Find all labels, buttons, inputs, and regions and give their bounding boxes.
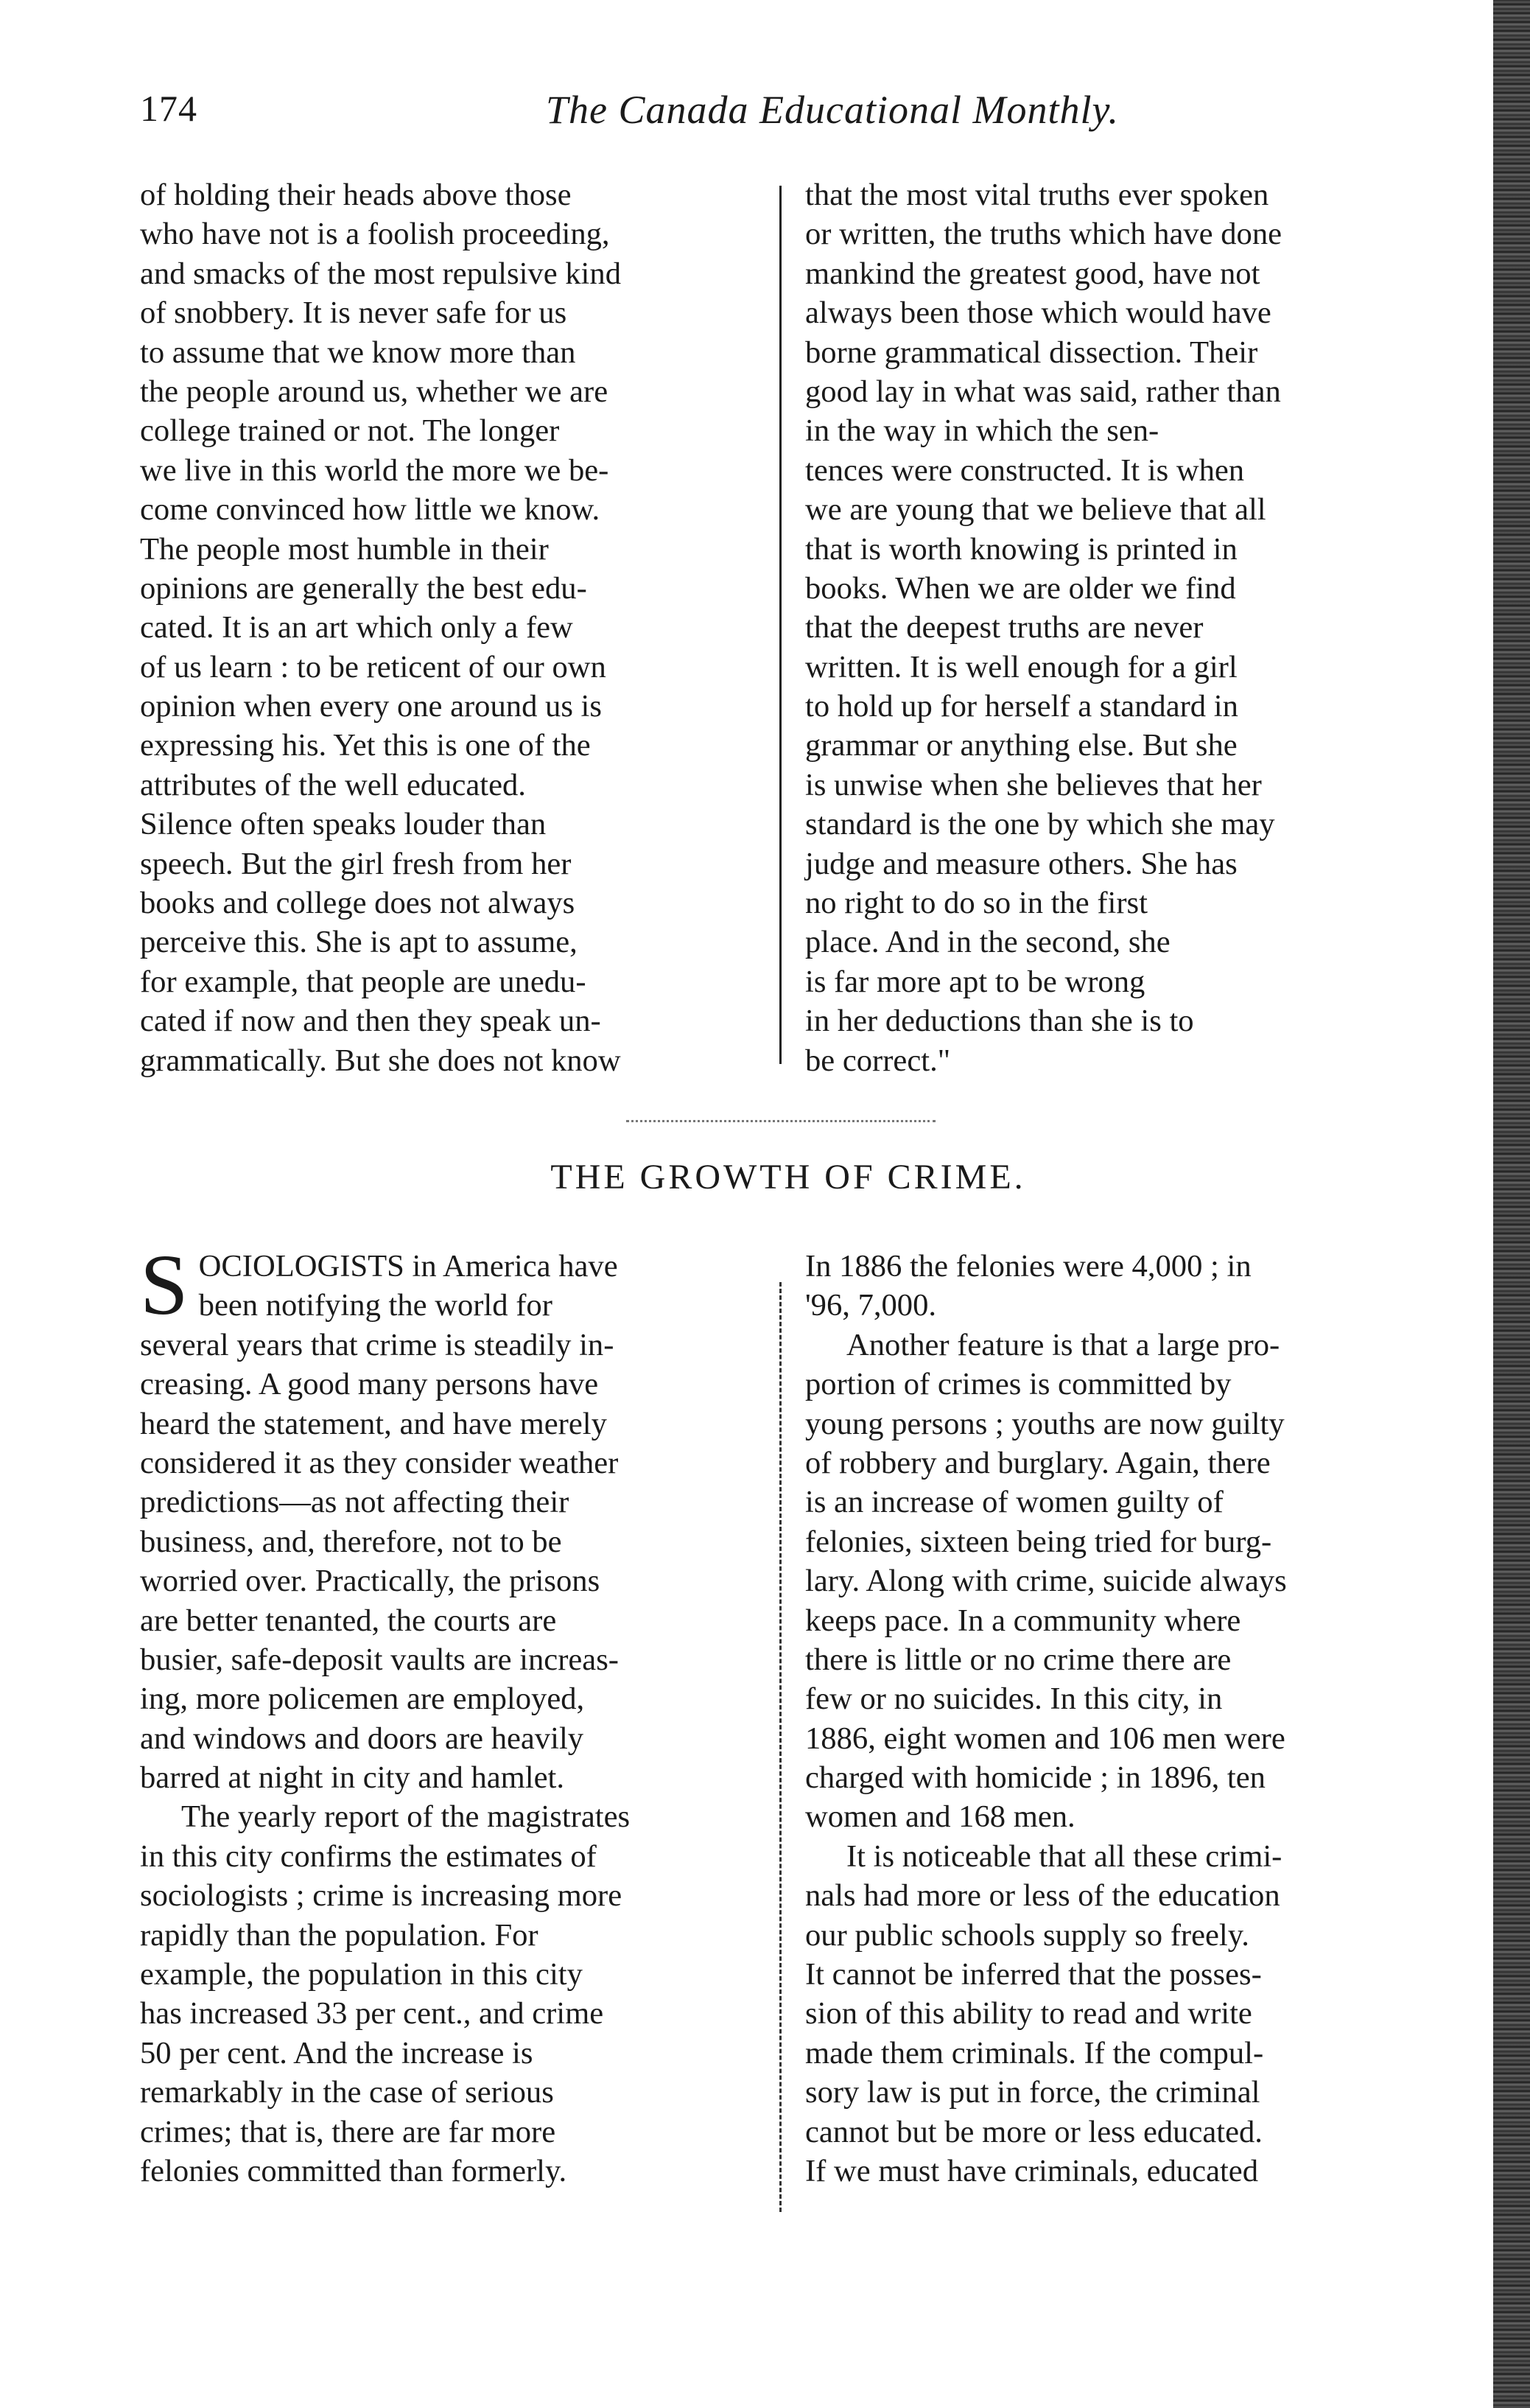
text-line: made them criminals. If the compul- bbox=[805, 2035, 1264, 2071]
text-line: Another feature is that a large pro- bbox=[846, 1327, 1280, 1362]
text-line: It cannot be inferred that the posses- bbox=[805, 1957, 1262, 1992]
text-line: of holding their heads above those bbox=[140, 178, 572, 212]
text-line: mankind the greatest good, have not bbox=[805, 256, 1260, 291]
bottom-right-column bbox=[805, 1247, 1439, 2191]
text-line: of robbery and burglary. Again, there bbox=[805, 1445, 1271, 1480]
text-line: felonies committed than formerly. bbox=[140, 2153, 567, 2188]
page-number: 174 bbox=[140, 88, 197, 129]
text-line: example, the population in this city bbox=[140, 1957, 583, 1992]
text-line: barred at night in city and hamlet. bbox=[140, 1760, 565, 1796]
text-line: we live in this world the more we be- bbox=[140, 452, 609, 488]
text-line: felonies, sixteen being tried for burg- bbox=[805, 1524, 1272, 1559]
section-title: THE GROWTH OF CRIME. bbox=[550, 1158, 1026, 1197]
text-line: cated if now and then they speak un- bbox=[140, 1004, 601, 1039]
text-line: OCIOLOGISTS in America have bbox=[198, 1249, 618, 1284]
text-line: in her deductions than she is to bbox=[805, 1004, 1194, 1039]
text-line: ing, more policemen are employed, bbox=[140, 1681, 585, 1717]
text-line: heard the statement, and have merely bbox=[140, 1406, 607, 1441]
text-line: 1886, eight women and 106 men were bbox=[805, 1721, 1285, 1756]
text-line: sion of this ability to read and write bbox=[805, 1996, 1252, 2031]
text-line: that the deepest truths are never bbox=[805, 610, 1204, 645]
text-line: business, and, therefore, not to be bbox=[140, 1524, 562, 1559]
page-header bbox=[140, 87, 1436, 146]
text-line: It is noticeable that all these crimi- bbox=[846, 1838, 1282, 1874]
text-line: who have not is a foolish proceeding, bbox=[140, 217, 610, 252]
text-line: '96, 7,000. bbox=[805, 1288, 937, 1323]
top-left-column bbox=[140, 175, 773, 1080]
text-line: is an increase of women guilty of bbox=[805, 1485, 1224, 1520]
text-line: of snobbery. It is never safe for us bbox=[140, 295, 567, 331]
text-line: charged with homicide ; in 1896, ten bbox=[805, 1760, 1266, 1796]
text-line: tences were constructed. It is when bbox=[805, 452, 1245, 488]
text-line: to assume that we know more than bbox=[140, 335, 576, 370]
text-line: come convinced how little we know. bbox=[140, 492, 600, 528]
text-line: judge and measure others. She has bbox=[805, 846, 1238, 881]
text-line: good lay in what was said, rather than bbox=[805, 374, 1281, 409]
text-line: predictions—as not affecting their bbox=[140, 1485, 569, 1520]
text-line: several years that crime is steadily in- bbox=[140, 1327, 614, 1362]
text-line: that the most vital truths ever spoken bbox=[805, 178, 1269, 212]
text-line: nals had more or less of the education bbox=[805, 1878, 1280, 1914]
text-line: portion of crimes is committed by bbox=[805, 1367, 1232, 1402]
text-line: few or no suicides. In this city, in bbox=[805, 1681, 1223, 1717]
text-line: cannot but be more or less educated. bbox=[805, 2114, 1263, 2149]
text-line: opinion when every one around us is bbox=[140, 689, 602, 724]
text-line: to hold up for herself a standard in bbox=[805, 689, 1238, 724]
text-line: Silence often speaks louder than bbox=[140, 807, 547, 842]
text-line: has increased 33 per cent., and crime bbox=[140, 1996, 604, 2031]
bottom-left-column bbox=[140, 1236, 773, 2191]
text-line: or written, the truths which have done bbox=[805, 217, 1282, 252]
text-line: busier, safe-deposit vaults are increas- bbox=[140, 1642, 619, 1677]
text-line: remarkably in the case of serious bbox=[140, 2075, 554, 2110]
text-line: perceive this. She is apt to assume, bbox=[140, 925, 578, 960]
text-line: speech. But the girl fresh from her bbox=[140, 846, 572, 881]
text-line: place. And in the second, she bbox=[805, 925, 1171, 960]
text-line: and smacks of the most repulsive kind bbox=[140, 256, 621, 291]
text-line: is far more apt to be wrong bbox=[805, 964, 1145, 999]
text-line: young persons ; youths are now guilty bbox=[805, 1406, 1285, 1441]
text-line: and windows and doors are heavily bbox=[140, 1721, 584, 1756]
text-line: sory law is put in force, the criminal bbox=[805, 2075, 1260, 2110]
column-rule-top bbox=[779, 186, 782, 1064]
text-line: If we must have criminals, educated bbox=[805, 2153, 1259, 2188]
text-line: worried over. Practically, the prisons bbox=[140, 1564, 600, 1599]
text-line: grammatically. But she does not know bbox=[140, 1043, 621, 1078]
text-line: lary. Along with crime, suicide always bbox=[805, 1564, 1287, 1599]
text-line: the people around us, whether we are bbox=[140, 374, 608, 409]
text-line: books and college does not always bbox=[140, 886, 575, 921]
text-line: considered it as they consider weather bbox=[140, 1445, 619, 1480]
text-line: is unwise when she believes that her bbox=[805, 767, 1262, 802]
text-line: keeps pace. In a community where bbox=[805, 1603, 1241, 1638]
text-line: we are young that we believe that all bbox=[805, 492, 1266, 528]
text-line: of us learn : to be reticent of our own bbox=[140, 649, 606, 685]
text-line: college trained or not. The longer bbox=[140, 413, 560, 449]
text-line: The yearly report of the magistrates bbox=[181, 1799, 631, 1835]
text-line: sociologists ; crime is increasing more bbox=[140, 1878, 622, 1914]
text-line: standard is the one by which she may bbox=[805, 807, 1275, 842]
text-line: our public schools supply so freely. bbox=[805, 1917, 1249, 1953]
text-line: borne grammatical dissection. Their bbox=[805, 335, 1258, 370]
section-separator bbox=[626, 1120, 936, 1125]
text-line: in the way in which the sen- bbox=[805, 413, 1159, 449]
text-line: The people most humble in their bbox=[140, 531, 549, 567]
text-line: attributes of the well educated. bbox=[140, 767, 526, 802]
text-line: crimes; that is, there are far more bbox=[140, 2114, 556, 2149]
text-line: been notifying the world for bbox=[198, 1288, 552, 1323]
text-line: there is little or no crime there are bbox=[805, 1642, 1232, 1677]
text-line: rapidly than the population. For bbox=[140, 1917, 538, 1953]
text-line: for example, that people are unedu- bbox=[140, 964, 586, 999]
text-line: books. When we are older we find bbox=[805, 570, 1236, 606]
book-binding-edge bbox=[1493, 0, 1530, 2408]
drop-cap: S bbox=[140, 1236, 189, 1333]
running-title: The Canada Educational Monthly. bbox=[546, 88, 1119, 132]
text-line: that is worth knowing is printed in bbox=[805, 531, 1238, 567]
text-line: cated. It is an art which only a few bbox=[140, 610, 573, 645]
column-rule-bottom bbox=[779, 1282, 782, 2212]
text-line: opinions are generally the best edu- bbox=[140, 570, 587, 606]
text-line: be correct." bbox=[805, 1043, 951, 1078]
text-line: grammar or anything else. But she bbox=[805, 728, 1238, 763]
text-line: always been those which would have bbox=[805, 295, 1271, 331]
text-line: women and 168 men. bbox=[805, 1799, 1075, 1835]
text-line: no right to do so in the first bbox=[805, 886, 1148, 921]
text-line: creasing. A good many persons have bbox=[140, 1367, 599, 1402]
text-line: are better tenanted, the courts are bbox=[140, 1603, 557, 1638]
text-line: written. It is well enough for a girl bbox=[805, 649, 1238, 685]
text-line: in this city confirms the estimates of bbox=[140, 1838, 597, 1874]
text-line: expressing his. Yet this is one of the bbox=[140, 728, 591, 763]
text-line: 50 per cent. And the increase is bbox=[140, 2035, 533, 2071]
text-line: In 1886 the felonies were 4,000 ; in bbox=[805, 1249, 1252, 1284]
top-right-column bbox=[805, 175, 1439, 1080]
